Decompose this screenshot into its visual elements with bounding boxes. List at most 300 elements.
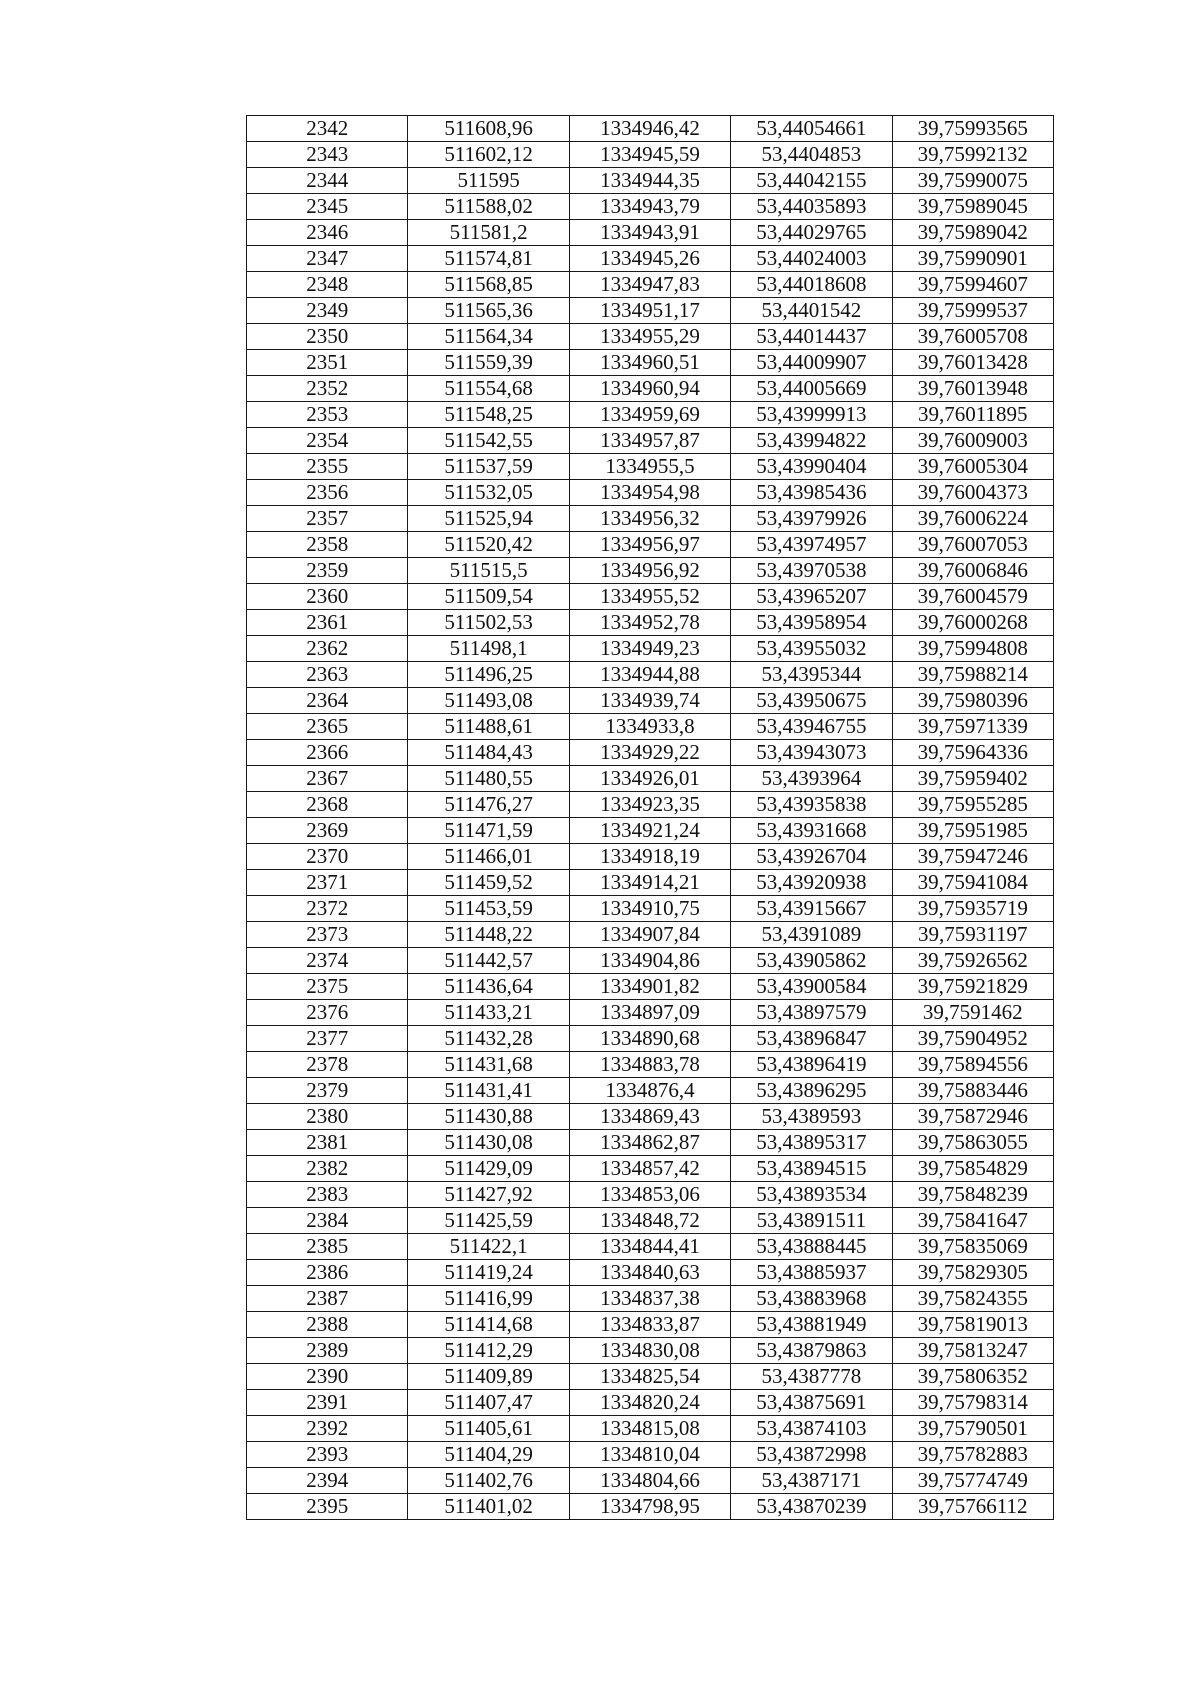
latitude-cell: 53,43883968 — [731, 1286, 892, 1312]
x-coordinate-cell: 511608,96 — [408, 116, 569, 142]
x-coordinate-cell: 511405,61 — [408, 1416, 569, 1442]
point-number-cell: 2362 — [247, 636, 408, 662]
y-coordinate-cell: 1334954,98 — [569, 480, 730, 506]
table-row — [247, 350, 1054, 376]
y-coordinate-cell: 1334901,82 — [569, 974, 730, 1000]
y-coordinate-cell: 1334815,08 — [569, 1416, 730, 1442]
y-coordinate-cell: 1334921,24 — [569, 818, 730, 844]
point-number-cell: 2372 — [247, 896, 408, 922]
latitude-cell: 53,4401542 — [731, 298, 892, 324]
point-number-cell: 2359 — [247, 558, 408, 584]
longitude-cell: 39,76005708 — [892, 324, 1053, 350]
latitude-cell: 53,43926704 — [731, 844, 892, 870]
longitude-cell: 39,76006224 — [892, 506, 1053, 532]
x-coordinate-cell: 511525,94 — [408, 506, 569, 532]
y-coordinate-cell: 1334907,84 — [569, 922, 730, 948]
table-row — [247, 1156, 1054, 1182]
x-coordinate-cell: 511595 — [408, 168, 569, 194]
table-row — [247, 844, 1054, 870]
table-row — [247, 1364, 1054, 1390]
y-coordinate-cell: 1334959,69 — [569, 402, 730, 428]
longitude-cell: 39,75955285 — [892, 792, 1053, 818]
y-coordinate-cell: 1334949,23 — [569, 636, 730, 662]
point-number-cell: 2344 — [247, 168, 408, 194]
x-coordinate-cell: 511602,12 — [408, 142, 569, 168]
table-row — [247, 1104, 1054, 1130]
point-number-cell: 2353 — [247, 402, 408, 428]
longitude-cell: 39,75941084 — [892, 870, 1053, 896]
latitude-cell: 53,4395344 — [731, 662, 892, 688]
table-row — [247, 584, 1054, 610]
latitude-cell: 53,44035893 — [731, 194, 892, 220]
x-coordinate-cell: 511436,64 — [408, 974, 569, 1000]
longitude-cell: 39,75819013 — [892, 1312, 1053, 1338]
x-coordinate-cell: 511430,88 — [408, 1104, 569, 1130]
point-number-cell: 2348 — [247, 272, 408, 298]
point-number-cell: 2354 — [247, 428, 408, 454]
x-coordinate-cell: 511581,2 — [408, 220, 569, 246]
point-number-cell: 2381 — [247, 1130, 408, 1156]
point-number-cell: 2390 — [247, 1364, 408, 1390]
x-coordinate-cell: 511568,85 — [408, 272, 569, 298]
longitude-cell: 39,75980396 — [892, 688, 1053, 714]
table-row — [247, 142, 1054, 168]
latitude-cell: 53,43958954 — [731, 610, 892, 636]
longitude-cell: 39,75921829 — [892, 974, 1053, 1000]
latitude-cell: 53,43885937 — [731, 1260, 892, 1286]
longitude-cell: 39,75994607 — [892, 272, 1053, 298]
longitude-cell: 39,75872946 — [892, 1104, 1053, 1130]
point-number-cell: 2383 — [247, 1182, 408, 1208]
x-coordinate-cell: 511431,68 — [408, 1052, 569, 1078]
x-coordinate-cell: 511554,68 — [408, 376, 569, 402]
point-number-cell: 2378 — [247, 1052, 408, 1078]
point-number-cell: 2371 — [247, 870, 408, 896]
point-number-cell: 2363 — [247, 662, 408, 688]
latitude-cell: 53,43905862 — [731, 948, 892, 974]
table-row — [247, 1468, 1054, 1494]
x-coordinate-cell: 511515,5 — [408, 558, 569, 584]
table-row — [247, 246, 1054, 272]
table-row — [247, 818, 1054, 844]
point-number-cell: 2352 — [247, 376, 408, 402]
latitude-cell: 53,4387171 — [731, 1468, 892, 1494]
latitude-cell: 53,43943073 — [731, 740, 892, 766]
y-coordinate-cell: 1334830,08 — [569, 1338, 730, 1364]
latitude-cell: 53,43950675 — [731, 688, 892, 714]
y-coordinate-cell: 1334904,86 — [569, 948, 730, 974]
x-coordinate-cell: 511484,43 — [408, 740, 569, 766]
longitude-cell: 39,75883446 — [892, 1078, 1053, 1104]
longitude-cell: 39,76013428 — [892, 350, 1053, 376]
y-coordinate-cell: 1334810,04 — [569, 1442, 730, 1468]
y-coordinate-cell: 1334946,42 — [569, 116, 730, 142]
latitude-cell: 53,43897579 — [731, 1000, 892, 1026]
latitude-cell: 53,43896295 — [731, 1078, 892, 1104]
x-coordinate-cell: 511588,02 — [408, 194, 569, 220]
latitude-cell: 53,4389593 — [731, 1104, 892, 1130]
table-row — [247, 454, 1054, 480]
latitude-cell: 53,43891511 — [731, 1208, 892, 1234]
longitude-cell: 39,75993565 — [892, 116, 1053, 142]
latitude-cell: 53,44042155 — [731, 168, 892, 194]
table-row — [247, 402, 1054, 428]
longitude-cell: 39,75824355 — [892, 1286, 1053, 1312]
longitude-cell: 39,75904952 — [892, 1026, 1053, 1052]
point-number-cell: 2350 — [247, 324, 408, 350]
point-number-cell: 2369 — [247, 818, 408, 844]
table-row — [247, 1182, 1054, 1208]
point-number-cell: 2376 — [247, 1000, 408, 1026]
latitude-cell: 53,4391089 — [731, 922, 892, 948]
longitude-cell: 39,75959402 — [892, 766, 1053, 792]
longitude-cell: 39,75926562 — [892, 948, 1053, 974]
x-coordinate-cell: 511407,47 — [408, 1390, 569, 1416]
longitude-cell: 39,76004373 — [892, 480, 1053, 506]
table-row — [247, 792, 1054, 818]
x-coordinate-cell: 511448,22 — [408, 922, 569, 948]
point-number-cell: 2343 — [247, 142, 408, 168]
longitude-cell: 39,75971339 — [892, 714, 1053, 740]
latitude-cell: 53,43888445 — [731, 1234, 892, 1260]
point-number-cell: 2345 — [247, 194, 408, 220]
table-row — [247, 1052, 1054, 1078]
latitude-cell: 53,43994822 — [731, 428, 892, 454]
y-coordinate-cell: 1334840,63 — [569, 1260, 730, 1286]
latitude-cell: 53,43935838 — [731, 792, 892, 818]
longitude-cell: 39,75989042 — [892, 220, 1053, 246]
y-coordinate-cell: 1334837,38 — [569, 1286, 730, 1312]
table-row — [247, 896, 1054, 922]
longitude-cell: 39,7591462 — [892, 1000, 1053, 1026]
table-row — [247, 610, 1054, 636]
table-row — [247, 220, 1054, 246]
point-number-cell: 2355 — [247, 454, 408, 480]
longitude-cell: 39,75806352 — [892, 1364, 1053, 1390]
longitude-cell: 39,75782883 — [892, 1442, 1053, 1468]
table-row — [247, 1286, 1054, 1312]
point-number-cell: 2374 — [247, 948, 408, 974]
latitude-cell: 53,44054661 — [731, 116, 892, 142]
latitude-cell: 53,44014437 — [731, 324, 892, 350]
point-number-cell: 2389 — [247, 1338, 408, 1364]
point-number-cell: 2392 — [247, 1416, 408, 1442]
x-coordinate-cell: 511498,1 — [408, 636, 569, 662]
table-row — [247, 376, 1054, 402]
longitude-cell: 39,75990075 — [892, 168, 1053, 194]
x-coordinate-cell: 511429,09 — [408, 1156, 569, 1182]
table-row — [247, 714, 1054, 740]
y-coordinate-cell: 1334848,72 — [569, 1208, 730, 1234]
longitude-cell: 39,76009003 — [892, 428, 1053, 454]
point-number-cell: 2342 — [247, 116, 408, 142]
table-row — [247, 688, 1054, 714]
y-coordinate-cell: 1334956,92 — [569, 558, 730, 584]
y-coordinate-cell: 1334926,01 — [569, 766, 730, 792]
point-number-cell: 2351 — [247, 350, 408, 376]
longitude-cell: 39,76011895 — [892, 402, 1053, 428]
point-number-cell: 2375 — [247, 974, 408, 1000]
x-coordinate-cell: 511419,24 — [408, 1260, 569, 1286]
table-row — [247, 870, 1054, 896]
point-number-cell: 2360 — [247, 584, 408, 610]
x-coordinate-cell: 511565,36 — [408, 298, 569, 324]
longitude-cell: 39,75931197 — [892, 922, 1053, 948]
point-number-cell: 2347 — [247, 246, 408, 272]
x-coordinate-cell: 511412,29 — [408, 1338, 569, 1364]
latitude-cell: 53,43970538 — [731, 558, 892, 584]
longitude-cell: 39,75947246 — [892, 844, 1053, 870]
latitude-cell: 53,43879863 — [731, 1338, 892, 1364]
table-row — [247, 662, 1054, 688]
y-coordinate-cell: 1334955,29 — [569, 324, 730, 350]
x-coordinate-cell: 511488,61 — [408, 714, 569, 740]
longitude-cell: 39,75863055 — [892, 1130, 1053, 1156]
latitude-cell: 53,44024003 — [731, 246, 892, 272]
table-row — [247, 480, 1054, 506]
y-coordinate-cell: 1334914,21 — [569, 870, 730, 896]
point-number-cell: 2364 — [247, 688, 408, 714]
point-number-cell: 2368 — [247, 792, 408, 818]
x-coordinate-cell: 511574,81 — [408, 246, 569, 272]
y-coordinate-cell: 1334955,52 — [569, 584, 730, 610]
latitude-cell: 53,43990404 — [731, 454, 892, 480]
y-coordinate-cell: 1334869,43 — [569, 1104, 730, 1130]
longitude-cell: 39,75854829 — [892, 1156, 1053, 1182]
x-coordinate-cell: 511493,08 — [408, 688, 569, 714]
y-coordinate-cell: 1334876,4 — [569, 1078, 730, 1104]
point-number-cell: 2367 — [247, 766, 408, 792]
y-coordinate-cell: 1334951,17 — [569, 298, 730, 324]
latitude-cell: 53,43870239 — [731, 1494, 892, 1520]
longitude-cell: 39,75813247 — [892, 1338, 1053, 1364]
latitude-cell: 53,44009907 — [731, 350, 892, 376]
point-number-cell: 2379 — [247, 1078, 408, 1104]
x-coordinate-cell: 511471,59 — [408, 818, 569, 844]
latitude-cell: 53,43985436 — [731, 480, 892, 506]
latitude-cell: 53,43896419 — [731, 1052, 892, 1078]
point-number-cell: 2370 — [247, 844, 408, 870]
longitude-cell: 39,75790501 — [892, 1416, 1053, 1442]
longitude-cell: 39,75990901 — [892, 246, 1053, 272]
table-row — [247, 766, 1054, 792]
x-coordinate-cell: 511559,39 — [408, 350, 569, 376]
point-number-cell: 2385 — [247, 1234, 408, 1260]
latitude-cell: 53,43875691 — [731, 1390, 892, 1416]
table-row — [247, 506, 1054, 532]
longitude-cell: 39,75988214 — [892, 662, 1053, 688]
latitude-cell: 53,43920938 — [731, 870, 892, 896]
point-number-cell: 2346 — [247, 220, 408, 246]
longitude-cell: 39,75894556 — [892, 1052, 1053, 1078]
y-coordinate-cell: 1334952,78 — [569, 610, 730, 636]
y-coordinate-cell: 1334804,66 — [569, 1468, 730, 1494]
x-coordinate-cell: 511425,59 — [408, 1208, 569, 1234]
table-row — [247, 636, 1054, 662]
longitude-cell: 39,76013948 — [892, 376, 1053, 402]
longitude-cell: 39,75964336 — [892, 740, 1053, 766]
table-row — [247, 1208, 1054, 1234]
point-number-cell: 2349 — [247, 298, 408, 324]
point-number-cell: 2387 — [247, 1286, 408, 1312]
point-number-cell: 2391 — [247, 1390, 408, 1416]
longitude-cell: 39,75994808 — [892, 636, 1053, 662]
longitude-cell: 39,75989045 — [892, 194, 1053, 220]
table-row — [247, 532, 1054, 558]
x-coordinate-cell: 511416,99 — [408, 1286, 569, 1312]
table-row — [247, 1078, 1054, 1104]
y-coordinate-cell: 1334944,88 — [569, 662, 730, 688]
latitude-cell: 53,43979926 — [731, 506, 892, 532]
y-coordinate-cell: 1334956,32 — [569, 506, 730, 532]
x-coordinate-cell: 511520,42 — [408, 532, 569, 558]
table-row — [247, 558, 1054, 584]
y-coordinate-cell: 1334960,94 — [569, 376, 730, 402]
longitude-cell: 39,76006846 — [892, 558, 1053, 584]
point-number-cell: 2361 — [247, 610, 408, 636]
longitude-cell: 39,76005304 — [892, 454, 1053, 480]
y-coordinate-cell: 1334853,06 — [569, 1182, 730, 1208]
latitude-cell: 53,43915667 — [731, 896, 892, 922]
point-number-cell: 2382 — [247, 1156, 408, 1182]
latitude-cell: 53,43874103 — [731, 1416, 892, 1442]
longitude-cell: 39,75766112 — [892, 1494, 1053, 1520]
latitude-cell: 53,43974957 — [731, 532, 892, 558]
latitude-cell: 53,4387778 — [731, 1364, 892, 1390]
longitude-cell: 39,75935719 — [892, 896, 1053, 922]
table-row — [247, 1260, 1054, 1286]
longitude-cell: 39,75841647 — [892, 1208, 1053, 1234]
table-row — [247, 1494, 1054, 1520]
latitude-cell: 53,43872998 — [731, 1442, 892, 1468]
x-coordinate-cell: 511404,29 — [408, 1442, 569, 1468]
y-coordinate-cell: 1334943,79 — [569, 194, 730, 220]
x-coordinate-cell: 511409,89 — [408, 1364, 569, 1390]
longitude-cell: 39,76007053 — [892, 532, 1053, 558]
x-coordinate-cell: 511532,05 — [408, 480, 569, 506]
y-coordinate-cell: 1334857,42 — [569, 1156, 730, 1182]
point-number-cell: 2380 — [247, 1104, 408, 1130]
longitude-cell: 39,75798314 — [892, 1390, 1053, 1416]
latitude-cell: 53,43955032 — [731, 636, 892, 662]
x-coordinate-cell: 511432,28 — [408, 1026, 569, 1052]
x-coordinate-cell: 511422,1 — [408, 1234, 569, 1260]
longitude-cell: 39,75951985 — [892, 818, 1053, 844]
y-coordinate-cell: 1334918,19 — [569, 844, 730, 870]
table-row — [247, 1416, 1054, 1442]
longitude-cell: 39,75848239 — [892, 1182, 1053, 1208]
y-coordinate-cell: 1334943,91 — [569, 220, 730, 246]
y-coordinate-cell: 1334944,35 — [569, 168, 730, 194]
point-number-cell: 2366 — [247, 740, 408, 766]
x-coordinate-cell: 511401,02 — [408, 1494, 569, 1520]
x-coordinate-cell: 511502,53 — [408, 610, 569, 636]
y-coordinate-cell: 1334910,75 — [569, 896, 730, 922]
table-row — [247, 922, 1054, 948]
table-row — [247, 428, 1054, 454]
table-row — [247, 298, 1054, 324]
longitude-cell: 39,75829305 — [892, 1260, 1053, 1286]
x-coordinate-cell: 511542,55 — [408, 428, 569, 454]
point-number-cell: 2388 — [247, 1312, 408, 1338]
latitude-cell: 53,43965207 — [731, 584, 892, 610]
y-coordinate-cell: 1334947,83 — [569, 272, 730, 298]
point-number-cell: 2365 — [247, 714, 408, 740]
latitude-cell: 53,43881949 — [731, 1312, 892, 1338]
y-coordinate-cell: 1334890,68 — [569, 1026, 730, 1052]
table-row — [247, 116, 1054, 142]
y-coordinate-cell: 1334960,51 — [569, 350, 730, 376]
coordinate-table — [246, 115, 1054, 1520]
x-coordinate-cell: 511466,01 — [408, 844, 569, 870]
latitude-cell: 53,44018608 — [731, 272, 892, 298]
table-row — [247, 740, 1054, 766]
point-number-cell: 2394 — [247, 1468, 408, 1494]
x-coordinate-cell: 511430,08 — [408, 1130, 569, 1156]
latitude-cell: 53,44029765 — [731, 220, 892, 246]
point-number-cell: 2358 — [247, 532, 408, 558]
y-coordinate-cell: 1334798,95 — [569, 1494, 730, 1520]
x-coordinate-cell: 511480,55 — [408, 766, 569, 792]
y-coordinate-cell: 1334955,5 — [569, 454, 730, 480]
latitude-cell: 53,43895317 — [731, 1130, 892, 1156]
x-coordinate-cell: 511564,34 — [408, 324, 569, 350]
point-number-cell: 2377 — [247, 1026, 408, 1052]
y-coordinate-cell: 1334923,35 — [569, 792, 730, 818]
y-coordinate-cell: 1334929,22 — [569, 740, 730, 766]
x-coordinate-cell: 511476,27 — [408, 792, 569, 818]
table-row — [247, 1026, 1054, 1052]
latitude-cell: 53,4404853 — [731, 142, 892, 168]
y-coordinate-cell: 1334825,54 — [569, 1364, 730, 1390]
point-number-cell: 2373 — [247, 922, 408, 948]
latitude-cell: 53,43894515 — [731, 1156, 892, 1182]
x-coordinate-cell: 511427,92 — [408, 1182, 569, 1208]
table-row — [247, 1000, 1054, 1026]
y-coordinate-cell: 1334945,59 — [569, 142, 730, 168]
latitude-cell: 53,4393964 — [731, 766, 892, 792]
latitude-cell: 53,43999913 — [731, 402, 892, 428]
x-coordinate-cell: 511442,57 — [408, 948, 569, 974]
longitude-cell: 39,75992132 — [892, 142, 1053, 168]
longitude-cell: 39,76004579 — [892, 584, 1053, 610]
y-coordinate-cell: 1334933,8 — [569, 714, 730, 740]
y-coordinate-cell: 1334957,87 — [569, 428, 730, 454]
point-number-cell: 2395 — [247, 1494, 408, 1520]
longitude-cell: 39,75999537 — [892, 298, 1053, 324]
x-coordinate-cell: 511402,76 — [408, 1468, 569, 1494]
table-row — [247, 272, 1054, 298]
x-coordinate-cell: 511459,52 — [408, 870, 569, 896]
table-row — [247, 168, 1054, 194]
table-row — [247, 1338, 1054, 1364]
x-coordinate-cell: 511431,41 — [408, 1078, 569, 1104]
y-coordinate-cell: 1334956,97 — [569, 532, 730, 558]
x-coordinate-cell: 511537,59 — [408, 454, 569, 480]
y-coordinate-cell: 1334844,41 — [569, 1234, 730, 1260]
table-row — [247, 974, 1054, 1000]
table-row — [247, 1312, 1054, 1338]
x-coordinate-cell: 511548,25 — [408, 402, 569, 428]
longitude-cell: 39,76000268 — [892, 610, 1053, 636]
x-coordinate-cell: 511453,59 — [408, 896, 569, 922]
point-number-cell: 2356 — [247, 480, 408, 506]
y-coordinate-cell: 1334945,26 — [569, 246, 730, 272]
latitude-cell: 53,43900584 — [731, 974, 892, 1000]
x-coordinate-cell: 511509,54 — [408, 584, 569, 610]
latitude-cell: 53,43893534 — [731, 1182, 892, 1208]
x-coordinate-cell: 511414,68 — [408, 1312, 569, 1338]
